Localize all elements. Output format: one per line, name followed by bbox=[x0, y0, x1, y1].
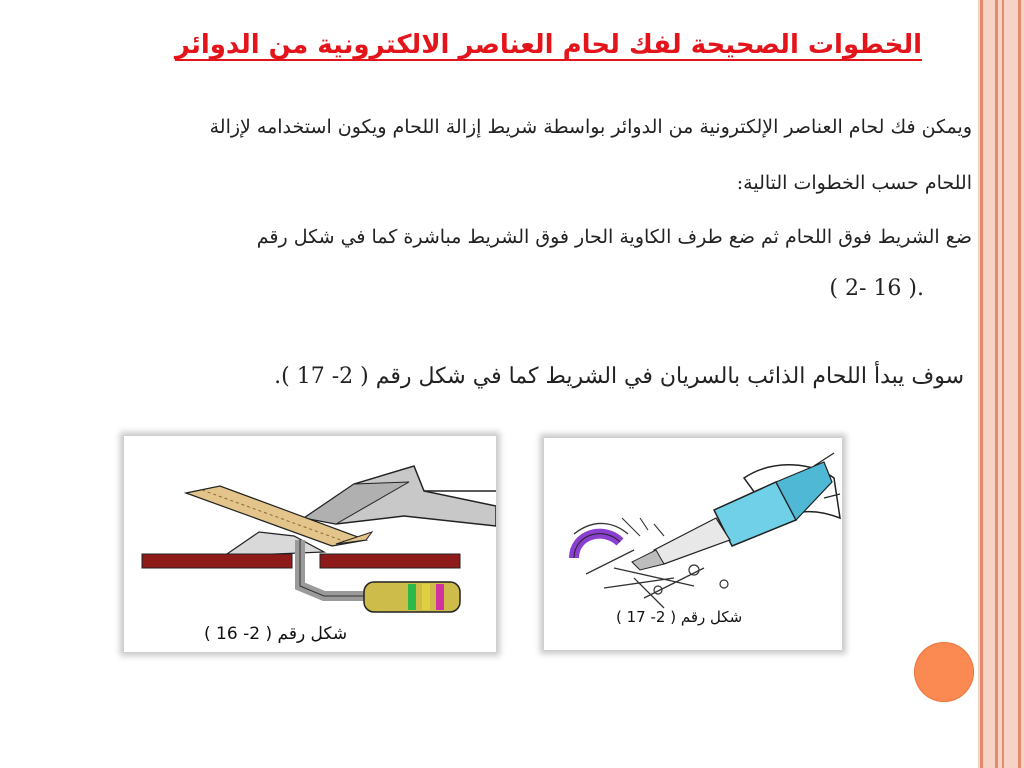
paragraph-line-4: .( 16 -2 ) bbox=[829, 276, 924, 301]
paragraph-line-2: اللحام حسب الخطوات التالية: bbox=[736, 172, 972, 194]
rail-stripe bbox=[980, 0, 983, 768]
side-decorative-rail bbox=[978, 0, 1024, 768]
paragraph-line-5: سوف يبدأ اللحام الذائب بالسريان في الشريط كما في شكل رقم ( 2- 17 ). bbox=[274, 364, 964, 389]
figure-caption-2-17: شكل رقم ( 2- 17 ) bbox=[616, 608, 743, 626]
accent-circle bbox=[914, 642, 974, 702]
desoldering-braid-on-joint-diagram bbox=[124, 436, 496, 652]
paragraph-line-3: ضع الشريط فوق اللحام ثم ضع طرف الكاوية الحار فوق الشريط مباشرة كما في شكل رقم bbox=[256, 226, 972, 248]
paragraph-line-1: ويمكن فك لحام العناصر الإلكترونية من الدوائر بواسطة شريط إزالة اللحام ويكون استخدامه لإزالة bbox=[209, 116, 972, 138]
slide-title: الخطوات الصحيحة لفك لحام العناصر الالكترونية من الدوائر bbox=[174, 30, 922, 60]
rail-stripe bbox=[995, 0, 998, 768]
figure-2-16 bbox=[124, 436, 496, 652]
rail-stripe bbox=[1002, 0, 1004, 768]
rail-stripe bbox=[1018, 0, 1021, 768]
figure-2-17 bbox=[544, 438, 842, 650]
figure-caption-2-16: شكل رقم ( 2- 16 ) bbox=[204, 624, 348, 644]
